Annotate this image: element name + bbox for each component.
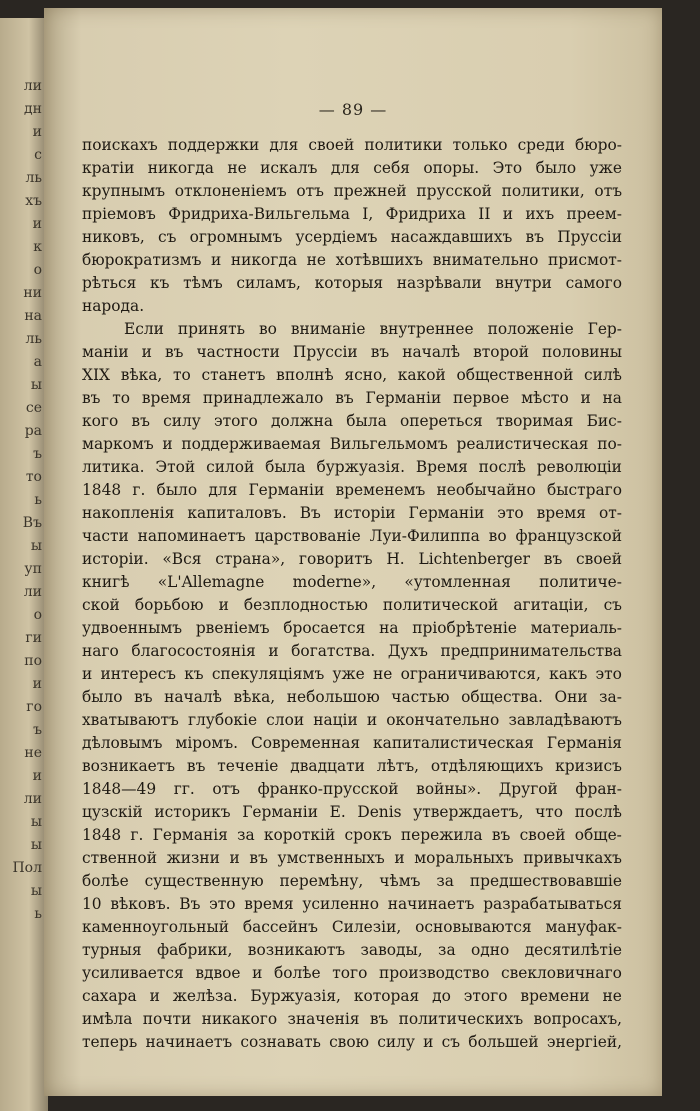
text-line: маркомъ и поддерживаемая Вильгельмомъ реалистическая по- xyxy=(82,435,622,453)
previous-page-fragment: ъ xyxy=(33,722,42,738)
text-line: поискахъ поддержки для своей политики только среди бюро- xyxy=(82,136,622,154)
text-line: народа. xyxy=(82,297,145,315)
previous-page-fragment: ь xyxy=(34,906,42,922)
text-line: исторiи. «Вся страна», говоритъ H. Lichtenberger въ своей xyxy=(82,550,622,568)
text-line: и интересъ къ спекуляцiямъ уже не ограничиваются, какъ это xyxy=(82,665,622,683)
previous-page-fragment: ь xyxy=(34,492,42,508)
text-line: рѣться къ тѣмъ силамъ, которыя назрѣвали внутри самого xyxy=(82,274,622,292)
text-line: сахара и желѣза. Буржуазiя, которая до этого времени не xyxy=(82,987,622,1005)
previous-page-fragment: ра xyxy=(24,423,42,439)
previous-page-fragment: и xyxy=(32,124,42,140)
text-line: цузскiй историкъ Германiи E. Denis утверждаетъ, что послѣ xyxy=(82,803,622,821)
previous-page-fragment: на xyxy=(24,308,42,324)
previous-page-fragment: не xyxy=(24,745,42,761)
text-line: 1848 г. Германiя за короткiй срокъ пережила въ своей обще- xyxy=(82,826,622,844)
text-line: дѣловымъ мiромъ. Современная капиталистическая Германiя xyxy=(82,734,622,752)
text-line: прiемовъ Фридриха-Вильгельма I, Фридриха II и ихъ преем- xyxy=(82,205,622,223)
text-line: части напоминаетъ царствованiе Луи-Филиппа во французской xyxy=(82,527,622,545)
previous-page-fragment: к xyxy=(33,239,42,255)
text-line: усиливается вдвое и болѣе того производство свекловичнаго xyxy=(82,964,622,982)
text-line: хватываютъ глубокiе слои нацiи и окончательно завладѣваютъ xyxy=(82,711,622,729)
previous-page-fragment: ли xyxy=(23,78,42,94)
text-line: каменноугольный бассейнъ Силезiи, основываются мануфак- xyxy=(82,918,622,936)
text-line: никовъ, съ огромнымъ усердiемъ насаждавшихъ въ Пруссiи xyxy=(82,228,622,246)
previous-page-fragment: ы xyxy=(30,377,42,393)
text-line: накопленiя капиталовъ. Въ исторiи Германiи это время от- xyxy=(82,504,622,522)
previous-page-fragment: Пол xyxy=(12,860,42,876)
text-line: книгѣ «L'Allemagne moderne», «утомленная политиче- xyxy=(82,573,622,591)
previous-page-fragment: о xyxy=(33,262,42,278)
previous-page-fragment: по xyxy=(24,653,42,669)
previous-page-fragment: то xyxy=(25,469,42,485)
previous-page-fragment: го xyxy=(26,699,42,715)
previous-page-fragment: ы xyxy=(30,837,42,853)
previous-page-fragment: ль xyxy=(25,170,42,186)
previous-page-fragment: дн xyxy=(24,101,42,117)
previous-page-fragment: с xyxy=(34,147,42,163)
text-line: ственной жизни и въ умственныхъ и моральныхъ привычкахъ xyxy=(82,849,622,867)
previous-page-fragment: ни xyxy=(23,285,42,301)
text-line: манiи и въ частности Пруссiи въ началѣ второй половины xyxy=(82,343,622,361)
previous-page-fragment: а xyxy=(33,354,42,370)
book-page xyxy=(44,8,662,1096)
text-line: въ то время принадлежало въ Германiи первое мѣсто и на xyxy=(82,389,622,407)
text-line: кого въ силу этого должна была опереться творимая Бис- xyxy=(82,412,622,430)
text-line: болѣе существенную перемѣну, чѣмъ за предшествовавшiе xyxy=(82,872,622,890)
previous-page-fragment: Въ xyxy=(22,515,42,531)
text-line: было въ началѣ вѣка, небольшою частью общества. Они за- xyxy=(82,688,622,706)
text-line: крупнымъ отклоненiемъ отъ прежней прусской политики, отъ xyxy=(82,182,622,200)
text-line: турныя фабрики, возникаютъ заводы, за одно десятилѣтiе xyxy=(82,941,622,959)
previous-page-fragment: о xyxy=(33,607,42,623)
text-line: 10 вѣковъ. Въ это время усиленно начинаетъ разрабатываться xyxy=(82,895,622,913)
text-line: имѣла почти никакого значенiя въ политическихъ вопросахъ, xyxy=(82,1010,622,1028)
previous-page-edge xyxy=(0,18,48,1111)
previous-page-fragment: ы xyxy=(30,814,42,830)
previous-page-fragment: ы xyxy=(30,883,42,899)
text-line: Если принять во вниманiе внутреннее положенiе Гер- xyxy=(124,320,622,338)
text-line: ской борьбою и безплодностью политической агитацiи, съ xyxy=(82,596,622,614)
previous-page-fragment: ы xyxy=(30,538,42,554)
previous-page-fragment: ли xyxy=(23,791,42,807)
previous-page-fragment: ли xyxy=(23,584,42,600)
previous-page-fragment: се xyxy=(25,400,42,416)
previous-page-fragment: ль xyxy=(25,331,42,347)
text-line: бюрократизмъ и никогда не хотѣвшихъ внимательно присмот- xyxy=(82,251,622,269)
page-text-body xyxy=(82,134,622,1054)
text-line: теперь начинаетъ сознавать свою силу и съ большей энергiей, xyxy=(82,1033,622,1051)
previous-page-fragment: и xyxy=(32,216,42,232)
previous-page-fragment: ъ xyxy=(33,446,42,462)
text-line: удвоеннымъ рвенiемъ бросается на прiобрѣтенiе материаль- xyxy=(82,619,622,637)
previous-page-fragment: хъ xyxy=(25,193,42,209)
previous-page-fragment: и xyxy=(32,676,42,692)
previous-page-fragment: и xyxy=(32,768,42,784)
text-line: XIX вѣка, то станетъ вполнѣ ясно, какой общественной силѣ xyxy=(82,366,622,384)
page-number: — 89 — xyxy=(318,100,388,119)
previous-page-fragment: уп xyxy=(24,561,42,577)
text-line: возникаетъ въ теченiе двадцати лѣтъ, отдѣляющихъ кризисъ xyxy=(82,757,622,775)
text-line: 1848—49 гг. отъ франко-прусской войны». Другой фран- xyxy=(82,780,622,798)
previous-page-fragment: ги xyxy=(25,630,42,646)
text-line: 1848 г. было для Германiи временемъ необычайно быстраго xyxy=(82,481,622,499)
text-line: наго благосостоянiя и богатства. Духъ предпринимательства xyxy=(82,642,622,660)
text-line: кратiи никогда не искалъ для себя опоры. Это было уже xyxy=(82,159,622,177)
text-line: литика. Этой силой была буржуазiя. Время послѣ революцiи xyxy=(82,458,622,476)
